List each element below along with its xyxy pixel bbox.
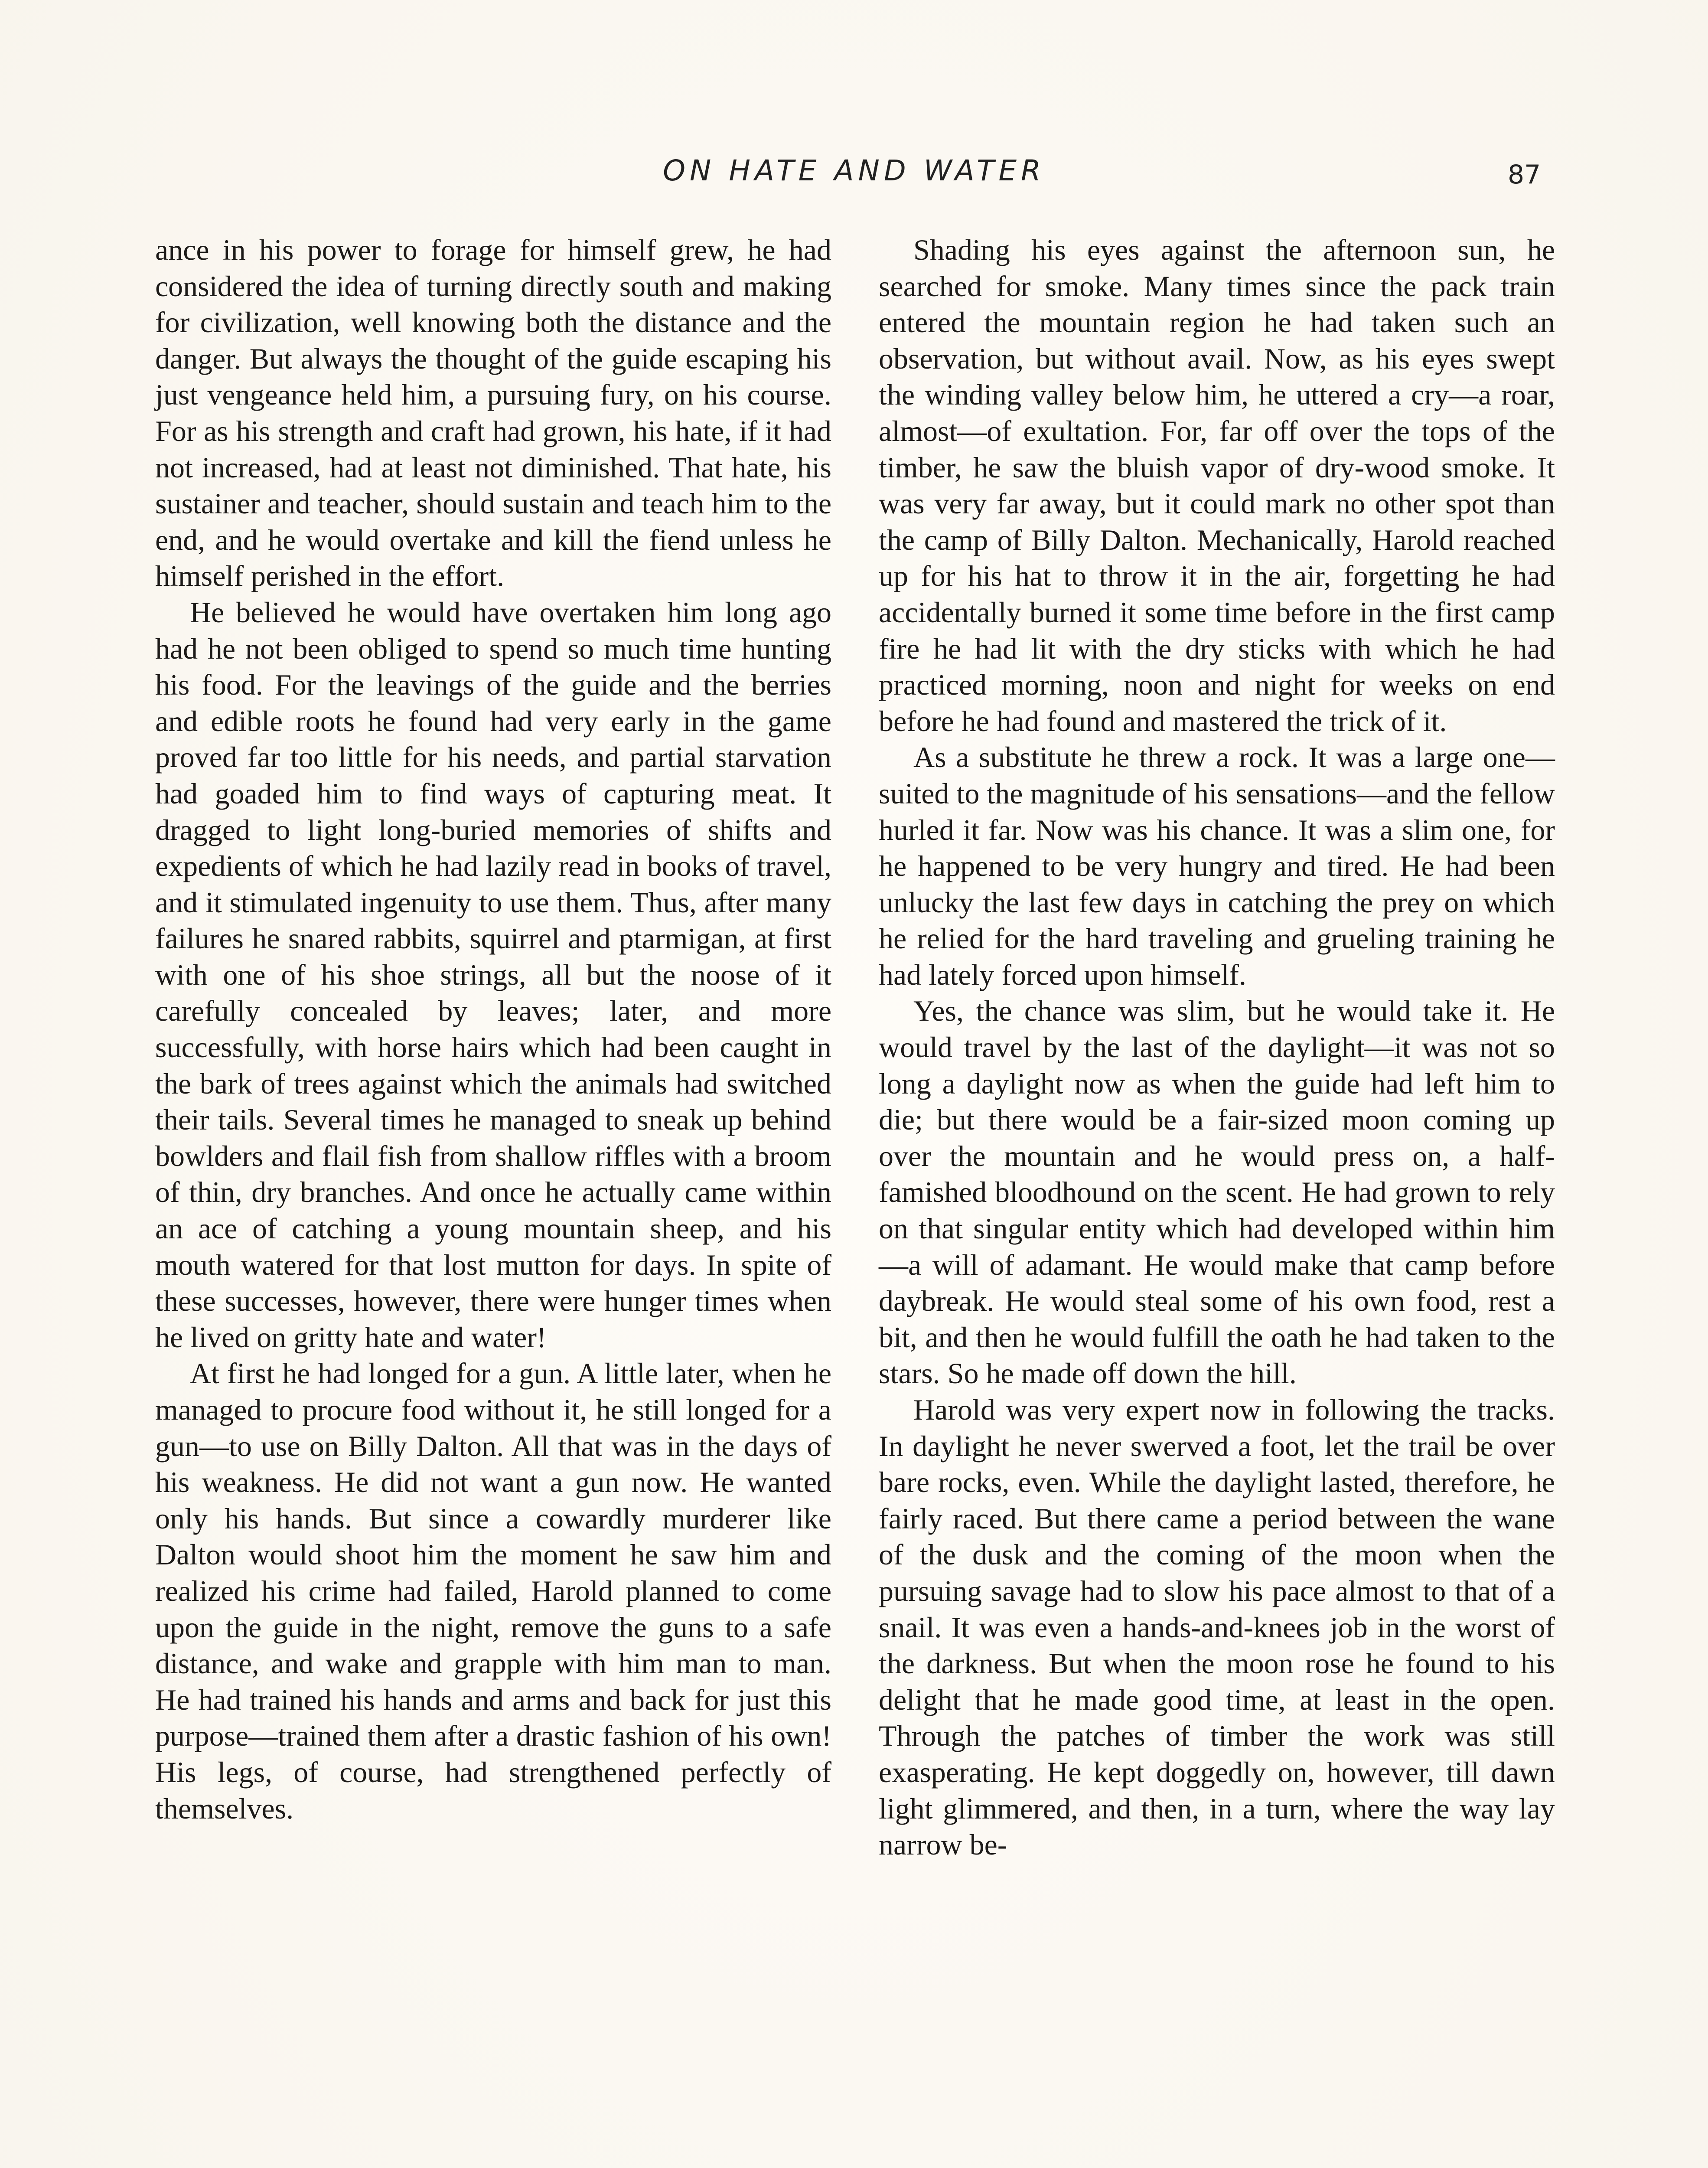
left-text-column [155, 232, 831, 1827]
right-text-column [879, 232, 1555, 1863]
right-paragraph-3: Yes, the chance was slim, but he would take it. He would travel by the last of the daylight—it was not so long a daylight now as when the guide had left him to die; but there would be a fair-sized moon coming up over the mountain and he would press on, a half-famished bloodhound on the scent. He had grown to rely on that singular entity which had developed within him—a will of adamant. He would make that camp before daybreak. He would steal some of his own food, rest a bit, and then he would fulfill the oath he had taken to the stars. So he made off down the hill. [879, 994, 1555, 1390]
left-paragraph-3: At first he had longed for a gun. A little later, when he managed to procure food without it, he still longed for a gun—to use on Billy Dalton. All that was in the days of his weakness. He did not want a gun now. He wanted only his hands. But since a cowardly murderer like Dalton would shoot him the moment he saw him and realized his crime had failed, Harold planned to come upon the guide in the night, remove the guns to a safe distance, and wake and grapple with him man to man. He had trained his hands and arms and back for just this purpose—trained them after a drastic fashion of his own! His legs, of course, had strengthened perfectly of themselves. [155, 1357, 831, 1825]
right-paragraph-1: Shading his eyes against the afternoon sun, he searched for smoke. Many times since the pack train entered the mountain region he had taken such an observation, but without avail. Now, as his eyes swept the winding valley below him, he uttered a cry—a roar, almost—of exultation. For, far off over the tops of the timber, he saw the bluish vapor of dry-wood smoke. It was very far away, but it could mark no other spot than the camp of Billy Dalton. Mechanically, Harold reached up for his hat to throw it in the air, forgetting he had accidentally burned it some time before in the first camp fire he had lit with the dry sticks with which he had practiced morning, noon and night for weeks on end before he had found and mastered the trick of it. [879, 233, 1555, 738]
running-head-title: ON HATE AND WATER [663, 154, 1045, 187]
page-number: 87 [1508, 160, 1541, 190]
right-paragraph-4: Harold was very expert now in following the tracks. In daylight he never swerved a foot, let the trail be over bare rocks, even. While the daylight lasted, therefore, he fairly raced. But there came a period between the wane of the dusk and the coming of the moon when the pursuing savage had to slow his pace almost to that of a snail. It was even a hands-and-knees job in the worst of the darkness. But when the moon rose he found to his delight that he made good time, at least in the open. Through the patches of timber the work was still exasperating. He kept doggedly on, however, till dawn light glimmered, and then, in a turn, where the way lay narrow be- [879, 1393, 1555, 1861]
left-paragraph-1: ance in his power to forage for himself grew, he had considered the idea of turning directly south and making for civilization, well knowing both the distance and the danger. But always the thought of the guide escaping his just vengeance held him, a pursuing fury, on his course. For as his strength and craft had grown, his hate, if it had not increased, had at least not diminished. That hate, his sustainer and teacher, should sustain and teach him to the end, and he would overtake and kill the fiend unless he himself perished in the effort. [155, 233, 831, 593]
right-paragraph-2: As a substitute he threw a rock. It was a large one—suited to the magnitude of his sensations—and the fellow hurled it far. Now was his chance. It was a slim one, for he happened to be very hungry and tired. He had been unlucky the last few days in catching the prey on which he relied for the hard traveling and grueling training he had lately forced upon himself. [879, 741, 1555, 991]
left-paragraph-2: He believed he would have overtaken him long ago had he not been obliged to spend so much time hunting his food. For the leavings of the guide and the berries and edible roots he found had very early in the game proved far too little for his needs, and partial starvation had goaded him to find ways of capturing meat. It dragged to light long-buried memories of shifts and expedients of which he had lazily read in books of travel, and it stimulated ingenuity to use them. Thus, after many failures he snared rabbits, squirrel and ptarmigan, at first with one of his shoe strings, all but the noose of it carefully concealed by leaves; later, and more successfully, with horse hairs which had been caught in the bark of trees against which the animals had switched their tails. Several times he managed to sneak up behind bowlders and flail fish from shallow riffles with a broom of thin, dry branches. And once he actually came within an ace of catching a young mountain sheep, and his mouth watered for that lost mutton for days. In spite of these successes, however, there were hunger times when he lived on gritty hate and water! [155, 595, 831, 1354]
